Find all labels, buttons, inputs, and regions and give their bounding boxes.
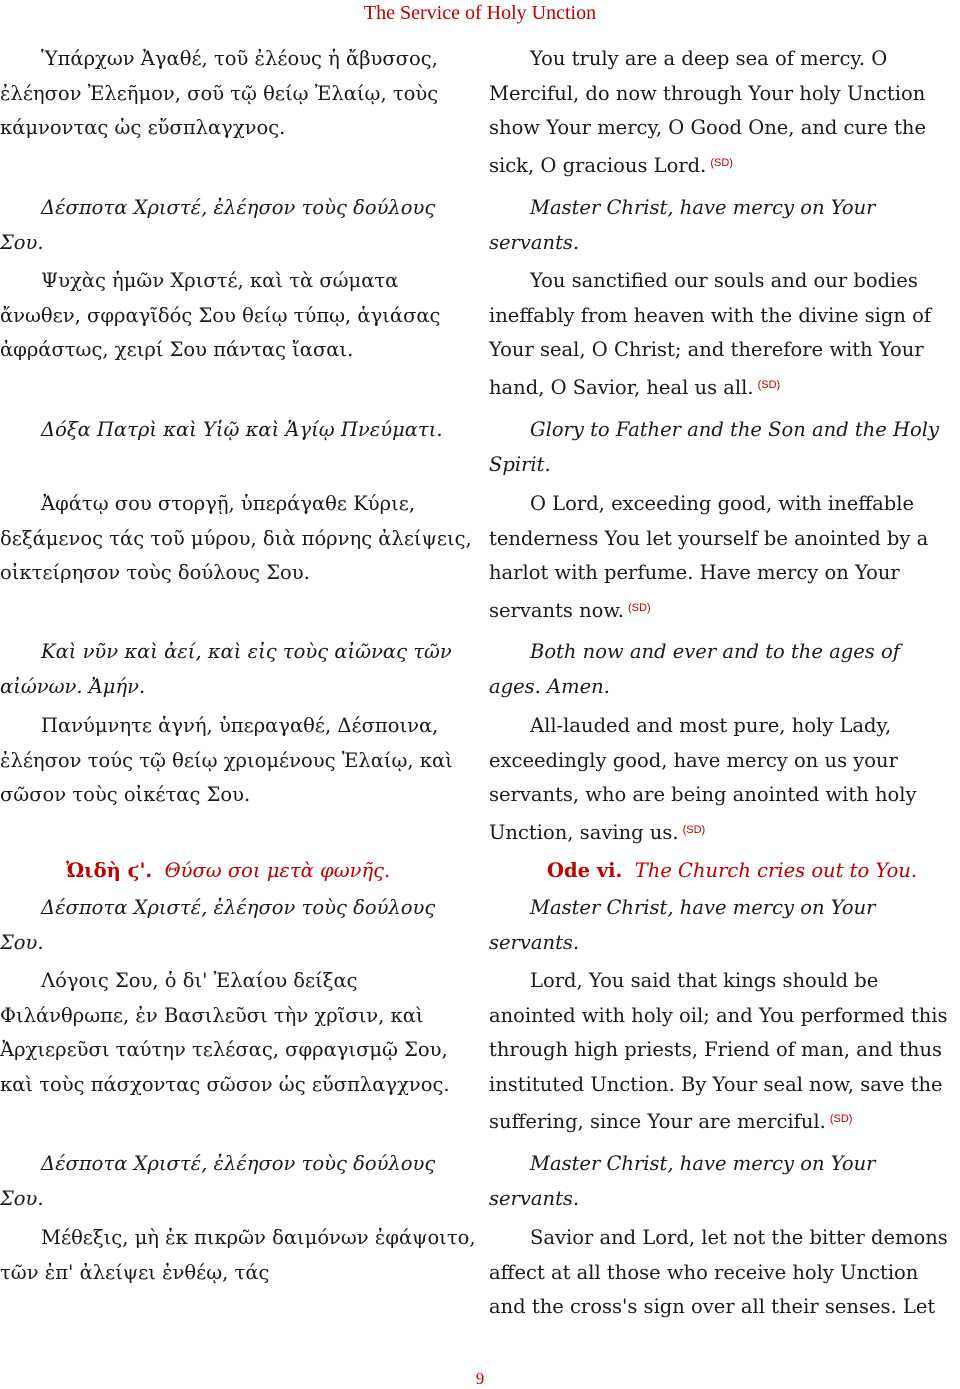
sd-marker: (SD) <box>710 156 733 169</box>
greek-troparion-6: Μέθεξις, μὴ ἐκ πικρῶν δαιμόνων ἐφάψοιτο, τῶν ἐπ' ἀλείψει ἐνθέῳ, τάς <box>0 1226 476 1284</box>
greek-theotokion: Πανύμνητε ἁγνή, ὑπεραγαθέ, Δέσποινα, ἐλέησον τούς τῷ θείῳ χριομένους Ἐλαίῳ, καὶ σῶσον τοὺς οἰκέτας Σου. <box>0 714 453 806</box>
greek-refrain-1: Δέσποτα Χριστέ, ἐλέησον τοὺς δούλους Σου. <box>0 196 436 254</box>
greek-refrain-3: Δέσποτα Χριστέ, ἐλέησον τοὺς δούλους Σου. <box>0 1152 436 1210</box>
english-refrain-2: Master Christ, have mercy on Your servants. <box>489 896 876 954</box>
greek-kai-nyn: Καὶ νῦν καὶ ἀεί, καὶ εἰς τοὺς αἰῶνας τῶν αἰώνων. Ἀμήν. <box>0 640 452 698</box>
greek-troparion-1: Ὑπάρχων Ἀγαθέ, τοῦ ἐλέους ἡ ἄβυσσος, ἐλέησον Ἐλεῆμον, σοῦ τῷ θείῳ Ἐλαίῳ, τοὺς κάμνοντας ὡς εὔσπλαγχνος. <box>0 47 439 139</box>
greek-ode-label: Ὠιδὴ ϛ'. <box>66 859 153 882</box>
english-ode-heading <box>547 854 955 889</box>
english-troparion-3 <box>489 487 955 628</box>
english-troparion-3-text: O Lord, exceeding good, with ineffable tenderness You let yourself be anointed by a harlot with perfume. Have mercy on Your servants now. <box>489 492 929 622</box>
running-header: The Service of Holy Unction <box>363 2 597 24</box>
greek-troparion-5: Λόγοις Σου, ὁ δι' Ἐλαίου δείξας Φιλάνθρωπε, ἐν Βασιλεῦσι τὴν χρῖσιν, καὶ Ἀρχιερεῦσι ταύτην τελέσας, σφραγισμῷ Σου, καὶ τοὺς πάσχοντας σῶσον ὡς εὔσπλαγχνος. <box>0 969 450 1096</box>
page-number: 9 <box>475 1369 485 1388</box>
english-troparion-5 <box>489 964 955 1140</box>
sd-marker: (SD) <box>628 601 651 614</box>
english-troparion-2-text: You sanctified our souls and our bodies ineffably from heaven with the divine sign of Your seal, O Christ; and therefore with Your hand, O Savior, heal us all. <box>489 269 932 399</box>
english-troparion-1-text: You truly are a deep sea of mercy. O Merciful, do now through Your holy Unction show Your mercy, O Good One, and cure the sick, O gracious Lord. <box>489 47 927 177</box>
sd-marker: (SD) <box>757 378 781 391</box>
greek-troparion-2: Ψυχὰς ἡμῶν Χριστέ, καὶ τὰ σώματα ἄνωθεν, σφραγῖδός Σου θείῳ τύπῳ, ἁγιάσας ἀφράστως, χειρί Σου πάντας ἴασαι. <box>0 269 441 361</box>
english-troparion-6: Savior and Lord, let not the bitter demons affect at all those who receive holy Unction and the cross's sign over all their senses. Let <box>489 1226 948 1318</box>
english-theotokion-text: All-lauded and most pure, holy Lady, exceedingly good, have mercy on us your servants, who are being anointed with holy Unction, saving us. <box>489 714 917 844</box>
greek-refrain-2: Δέσποτα Χριστέ, ἐλέησον τοὺς δούλους Σου. <box>0 896 436 954</box>
english-troparion-2 <box>489 264 955 405</box>
sd-marker: (SD) <box>829 1113 853 1125</box>
english-refrain-3: Master Christ, have mercy on Your servants. <box>489 1152 876 1210</box>
english-ode-label: Ode vi. <box>547 859 623 882</box>
greek-troparion-3: Ἀφάτῳ σου στοργῇ, ὑπεράγαθε Κύριε, δεξάμενος τάς τοῦ μύρου, διὰ πόρνης ἀλείψεις, οἰκτείρησον τοὺς δούλους Σου. <box>0 492 472 584</box>
english-kai-nyn: Both now and ever and to the ages of ages. Amen. <box>489 640 900 698</box>
english-troparion-5-text: Lord, You said that kings should be anointed with holy oil; and You performed this through high priests, Friend of man, and thus instituted Unction. By Your seal now, save the suffering, since Your are merciful. <box>489 969 948 1133</box>
english-theotokion <box>489 709 955 850</box>
english-troparion-1 <box>489 42 955 183</box>
english-refrain-1: Master Christ, have mercy on Your servants. <box>489 196 876 254</box>
greek-doxology: Δόξα Πατρὶ καὶ Υἱῷ καὶ Ἁγίῳ Πνεύματι. <box>41 418 443 441</box>
greek-ode-tone: Θύσω σοι μετὰ φωνῆς. <box>164 859 391 882</box>
sd-marker: (SD) <box>682 823 706 836</box>
english-doxology: Glory to Father and the Son and the Holy Spirit. <box>489 418 940 476</box>
english-ode-tone: The Church cries out to You. <box>634 859 918 882</box>
greek-ode-heading <box>66 854 476 889</box>
